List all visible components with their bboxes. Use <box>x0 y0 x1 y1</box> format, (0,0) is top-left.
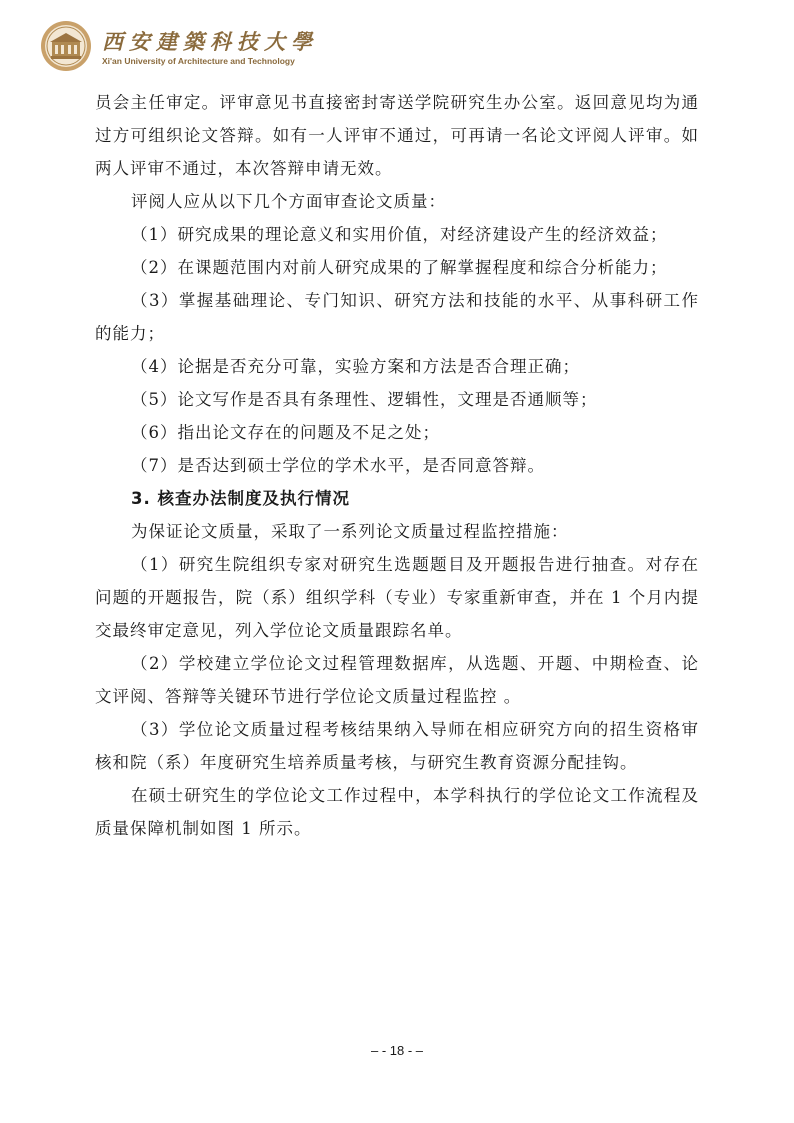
section-heading: 3. 核查办法制度及执行情况 <box>131 489 350 508</box>
university-seal-logo <box>40 20 92 72</box>
list-item-aspect-6: （6）指出论文存在的问题及不足之处； <box>131 423 440 442</box>
list-item-measure-1: （1）研究生院组织专家对研究生选题题目及开题报告进行抽查。对存在问题的开题报告，院（系）组织学科（专业）专家重新审查，并在 1 个月内提交最终审定意见，列入学位论文质量跟踪名单。 <box>95 555 699 640</box>
list-item-aspect-3: （3）掌握基础理论、专门知识、研究方法和技能的水平、从事科研工作的能力； <box>95 291 699 343</box>
paragraph-review-aspects-intro: 评阅人应从以下几个方面审查论文质量： <box>131 192 446 211</box>
page-number: – - 18 - – <box>370 1043 424 1058</box>
university-name-cn: 西安建築科技大學 <box>102 29 318 54</box>
list-item-measure-2: （2）学校建立学位论文过程管理数据库，从选题、开题、中期检查、论文评阅、答辩等关键环节进行学位论文质量过程监控 。 <box>95 654 699 706</box>
list-item-aspect-5: （5）论文写作是否具有条理性、逻辑性，文理是否通顺等； <box>131 390 598 409</box>
page-header <box>40 20 340 78</box>
paragraph-measures-intro: 为保证论文质量，采取了一系列论文质量过程监控措施： <box>131 522 569 541</box>
list-item-aspect-1: （1）研究成果的理论意义和实用价值，对经济建设产生的经济效益； <box>131 225 668 244</box>
paragraph-workflow-figure-ref: 在硕士研究生的学位论文工作过程中，本学科执行的学位论文工作流程及质量保障机制如图 1 所示。 <box>95 786 699 838</box>
list-item-aspect-4: （4）论据是否充分可靠，实验方案和方法是否合理正确； <box>131 357 580 376</box>
list-item-aspect-2: （2）在课题范围内对前人研究成果的了解掌握程度和综合分析能力； <box>131 258 668 277</box>
paragraph-review-result: 员会主任审定。评审意见书直接密封寄送学院研究生办公室。返回意见均为通过方可组织论文答辩。如有一人评审不通过，可再请一名论文评阅人评审。如两人评审不通过，本次答辩申请无效。 <box>95 93 699 178</box>
university-name-en: Xi'an University of Architecture and Technology <box>102 56 295 66</box>
list-item-aspect-7: （7）是否达到硕士学位的学术水平，是否同意答辩。 <box>131 456 545 475</box>
document-body <box>95 86 699 845</box>
list-item-measure-3: （3）学位论文质量过程考核结果纳入导师在相应研究方向的招生资格审核和院（系）年度研究生培养质量考核，与研究生教育资源分配挂钩。 <box>95 720 699 772</box>
